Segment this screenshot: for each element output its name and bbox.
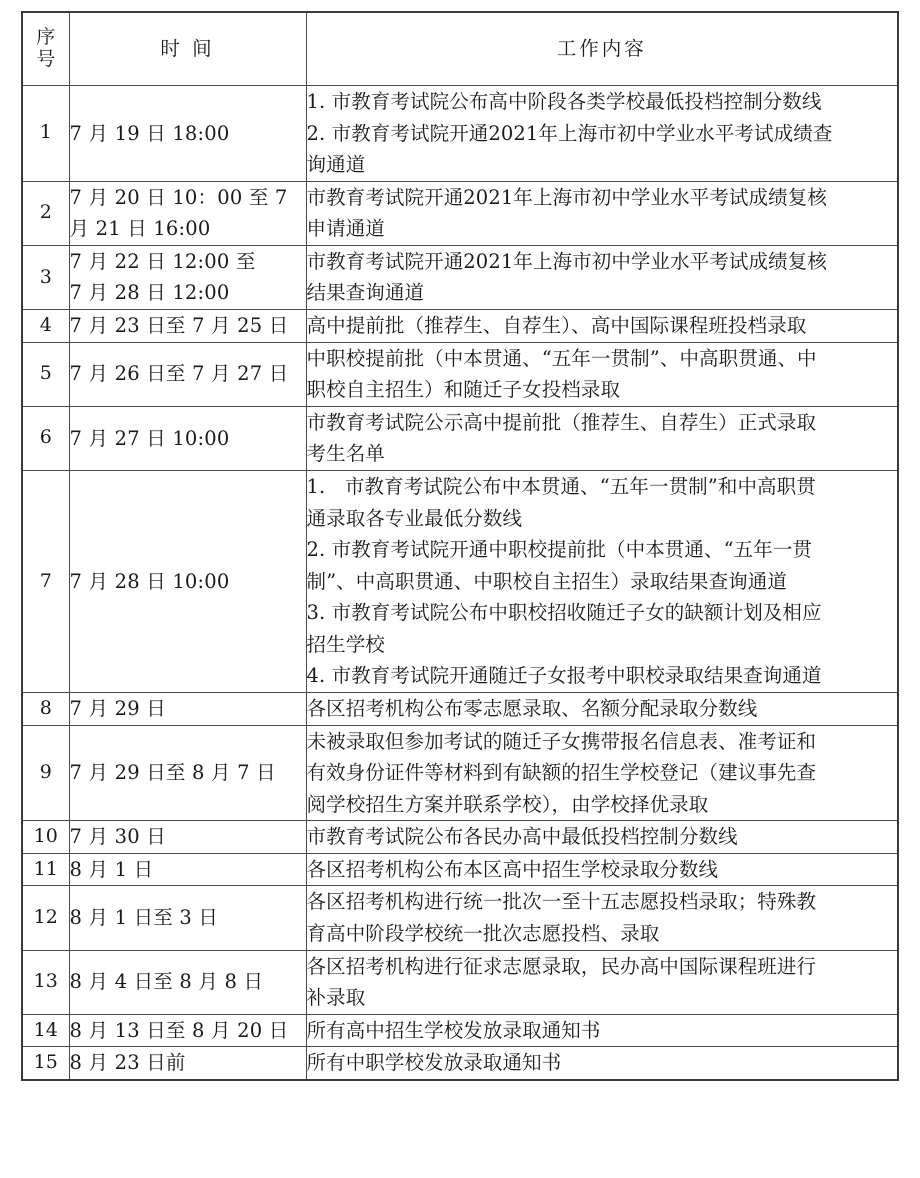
row-index-cell: 3 [22,245,69,309]
row-index-cell: 1 [22,86,69,182]
row-time-cell [69,310,306,343]
row-work-cell [306,181,898,245]
row-index-cell: 4 [22,310,69,343]
work-line: 2. 市教育考试院开通2021年上海市初中学业水平考试成绩查 [306,121,833,145]
row-index-cell: 13 [22,950,69,1014]
row-index-cell: 7 [22,470,69,692]
time-line: 7 月 20 日 10：00 至 7 [69,185,288,209]
work-line: 补录取 [306,986,366,1010]
work-line: 申请通道 [306,217,385,241]
row-time-cell [69,950,306,1014]
schedule-table [21,11,899,1081]
time-line: 7 月 27 日 10:00 [69,426,230,450]
work-line: 1. 市教育考试院公布中本贯通、“五年一贯制”和中高职贯 [306,474,816,498]
row-index-cell: 9 [22,725,69,821]
work-line: 中职校提前批（中本贯通、“五年一贯制”、中高职贯通、中 [306,346,817,370]
table-row [22,1014,898,1047]
time-line: 7 月 28 日 10:00 [69,569,230,593]
work-line: 阅学校招生方案并联系学校），由学校择优录取 [306,792,709,816]
table-row [22,86,898,182]
work-line: 通录取各专业最低分数线 [306,506,523,530]
work-line: 各区招考机构进行统一批次一至十五志愿投档录取；特殊教 [306,890,817,914]
work-line: 有效身份证件等材料到有缺额的招生学校登记（建议事先查 [306,761,817,785]
time-line: 8 月 1 日至 3 日 [69,906,219,930]
row-work-cell [306,886,898,950]
row-work-cell [306,725,898,821]
time-line: 7 月 19 日 18:00 [69,121,230,145]
row-index-cell: 15 [22,1047,69,1080]
work-line: 各区招考机构进行征求志愿录取，民办高中国际课程班进行 [306,954,817,978]
work-line: 职校自主招生）和随迁子女投档录取 [306,378,621,402]
table-row [22,310,898,343]
work-line: 高中提前批（推荐生、自荐生）、高中国际课程班投档录取 [306,314,807,338]
work-line: 结果查询通道 [306,281,425,305]
row-index-cell: 10 [22,821,69,854]
work-line: 市教育考试院公布各民办高中最低投档控制分数线 [306,825,738,849]
row-time-cell [69,1047,306,1080]
work-line: 2. 市教育考试院开通中职校提前批（中本贯通、“五年一贯 [306,538,813,562]
time-line: 8 月 23 日前 [69,1051,186,1075]
time-line: 月 21 日 16:00 [69,217,211,241]
work-line: 3. 市教育考试院公布中职校招收随迁子女的缺额计划及相应 [306,601,822,625]
row-work-cell [306,692,898,725]
row-work-cell [306,310,898,343]
table-row [22,886,898,950]
work-line: 育高中阶段学校统一批次志愿投档、录取 [306,922,660,946]
row-work-cell [306,950,898,1014]
row-work-cell [306,853,898,886]
row-index-cell: 11 [22,853,69,886]
table-row [22,725,898,821]
time-line: 7 月 23 日至 7 月 25 日 [69,314,289,338]
row-time-cell [69,86,306,182]
row-work-cell [306,86,898,182]
table-row [22,470,898,692]
work-line: 4. 市教育考试院开通随迁子女报考中职校录取结果查询通道 [306,664,822,688]
time-line: 7 月 29 日至 8 月 7 日 [69,761,276,785]
table-row [22,692,898,725]
table-row [22,245,898,309]
column-header-index [22,12,69,86]
table-row [22,342,898,406]
work-line: 制”、中高职贯通、中职校自主招生）录取结果查询通道 [306,569,787,593]
work-line: 各区招考机构公布本区高中招生学校录取分数线 [306,857,719,881]
row-index-cell: 8 [22,692,69,725]
table-row [22,853,898,886]
table-row [22,181,898,245]
row-work-cell [306,1047,898,1080]
row-work-cell [306,342,898,406]
row-time-cell [69,470,306,692]
row-time-cell [69,342,306,406]
row-time-cell [69,725,306,821]
time-line: 7 月 30 日 [69,825,166,849]
work-line: 招生学校 [306,632,385,656]
column-header-index-line2: 号 [36,48,56,70]
row-work-cell [306,406,898,470]
row-time-cell [69,245,306,309]
row-time-cell [69,406,306,470]
row-work-cell [306,245,898,309]
row-work-cell [306,1014,898,1047]
row-time-cell [69,853,306,886]
row-index-cell: 2 [22,181,69,245]
row-time-cell [69,692,306,725]
work-line: 市教育考试院公示高中提前批（推荐生、自荐生）正式录取 [306,410,817,434]
work-line: 市教育考试院开通2021年上海市初中学业水平考试成绩复核 [306,185,827,209]
table-row [22,1047,898,1080]
time-line: 8 月 1 日 [69,857,154,881]
time-line: 7 月 29 日 [69,696,166,720]
row-time-cell [69,1014,306,1047]
table-row [22,406,898,470]
row-index-cell: 14 [22,1014,69,1047]
row-index-cell: 5 [22,342,69,406]
schedule-table-body [22,12,898,1080]
time-line: 7 月 22 日 12:00 至 [69,249,256,273]
row-index-cell: 6 [22,406,69,470]
table-row [22,821,898,854]
column-header-work: 工作内容 [306,12,898,86]
row-work-cell [306,470,898,692]
work-line: 所有高中招生学校发放录取通知书 [306,1018,601,1042]
column-header-index-line1: 序 [36,26,56,49]
work-line: 1. 市教育考试院公布高中阶段各类学校最低投档控制分数线 [306,90,822,113]
table-row [22,950,898,1014]
time-line: 8 月 4 日至 8 月 8 日 [69,970,264,994]
row-time-cell [69,886,306,950]
time-line: 7 月 28 日 12:00 [69,281,230,305]
work-line: 市教育考试院开通2021年上海市初中学业水平考试成绩复核 [306,249,827,273]
work-line: 考生名单 [306,442,385,466]
row-time-cell [69,821,306,854]
work-line: 所有中职学校发放录取通知书 [306,1051,562,1075]
column-header-time: 时 间 [69,12,306,86]
row-index-cell: 12 [22,886,69,950]
schedule-table-container [21,11,897,1081]
time-line: 7 月 26 日至 7 月 27 日 [69,362,289,386]
time-line: 8 月 13 日至 8 月 20 日 [69,1018,289,1042]
table-header-row [22,12,898,86]
work-line: 未被录取但参加考试的随迁子女携带报名信息表、准考证和 [306,729,817,753]
work-line: 询通道 [306,153,366,177]
row-work-cell [306,821,898,854]
row-time-cell [69,181,306,245]
work-line: 各区招考机构公布零志愿录取、名额分配录取分数线 [306,696,758,720]
